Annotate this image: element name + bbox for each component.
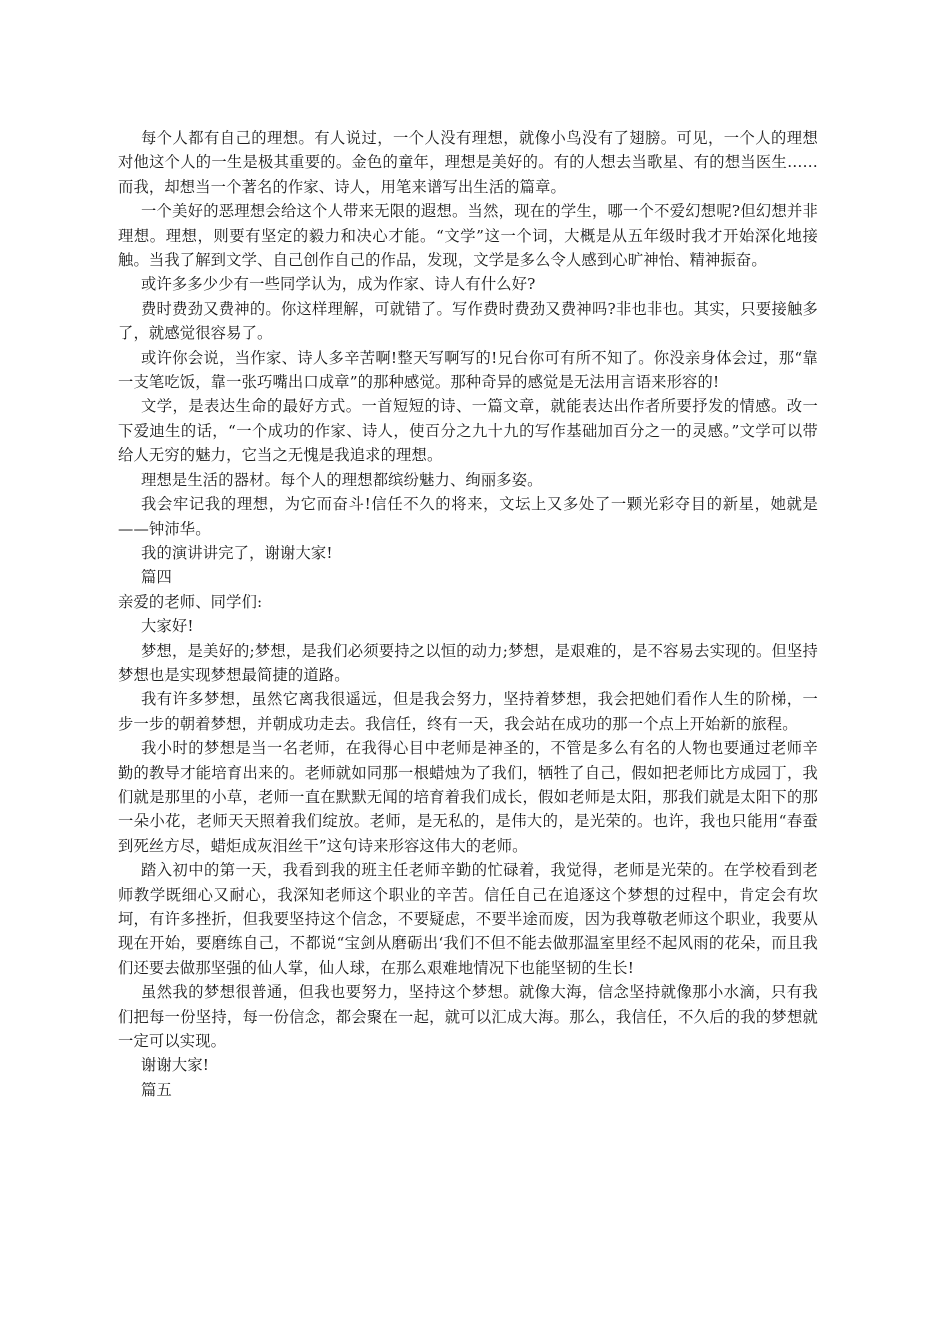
paragraph: 踏入初中的第一天，我看到我的班主任老师辛勤的忙碌着，我觉得，老师是光荣的。在学校看到老师教学既细心又耐心，我深知老师这个职业的辛苦。信任自己在追逐这个梦想的过程中，肯定会有坎坷，有许多挫折，但我要坚持这个信念，不要疑虑，不要半途而废，因为我尊敬老师这个职业，我要从现在开始，要磨练自己，不都说“宝剑从磨砺出‘我们不但不能去做那温室里经不起风雨的花朵，而且我们还要去做那坚强的仙人掌，仙人球，在那么艰难地情况下也能坚韧的生长!	[118, 861, 818, 977]
paragraph: 或许多多少少有一些同学认为，成为作家、诗人有什么好?	[141, 275, 536, 294]
paragraph: 我小时的梦想是当一名老师，在我得心目中老师是神圣的，不管是多么有名的人物也要通过老师辛勤的教导才能培育出来的。老师就如同那一根蜡烛为了我们，牺牲了自己，假如把老师比方成园丁，我们就是那里的小草，老师一直在默默无闻的培育着我们成长，假如老师是太阳，那我们就是太阳下的那一朵小花，老师天天照着我们绽放。老师，是无私的，是伟大的，是光荣的。也许，我也只能用“春蚕到死丝方尽，蜡炬成灰泪丝干”这句诗来形容这伟大的老师。	[118, 739, 818, 855]
paragraph: 我会牢记我的理想，为它而奋斗!信任不久的将来，文坛上又多处了一颗光彩夺目的新星，她就是——钟沛华。	[118, 495, 818, 538]
section-heading: 篇四	[141, 568, 172, 587]
paragraph: 每个人都有自己的理想。有人说过，一个人没有理想，就像小鸟没有了翅膀。可见，一个人的理想对他这个人的一生是极其重要的。金色的童年，理想是美好的。有的人想去当歌星、有的想当医生……而我，却想当一个著名的作家、诗人，用笔来谱写出生活的篇章。	[118, 129, 818, 196]
paragraph: 文学，是表达生命的最好方式。一首短短的诗、一篇文章，就能表达出作者所要抒发的情感。改一下爱迪生的话，“一个成功的作家、诗人，使百分之九十九的写作基础加百分之一的灵感。”文学可以带给人无穷的魅力，它当之无愧是我追求的理想。	[118, 397, 818, 465]
paragraph: 虽然我的梦想很普通，但我也要努力，坚持这个梦想。就像大海，信念坚持就像那小水滴，只有我们把每一份坚持，每一份信念，都会聚在一起，就可以汇成大海。那么，我信任，不久后的我的梦想就一定可以实现。	[118, 983, 818, 1051]
section-heading: 篇五	[141, 1080, 172, 1099]
paragraph: 一个美好的恶理想会给这个人带来无限的遐想。当然，现在的学生，哪一个不爱幻想呢?但幻想并非理想。理想，则要有坚定的毅力和决心才能。“文学”这一个词，大概是从五年级时我才开始深化地接触。当我了解到文学、自己创作自己的作品，发现，文学是多么令人感到心旷神怡、精神振奋。	[118, 202, 818, 270]
paragraph: 梦想，是美好的;梦想，是我们必须要持之以恒的动力;梦想，是艰难的，是不容易去实现的。但坚持梦想也是实现梦想最简捷的道路。	[118, 641, 818, 684]
paragraph: 或许你会说，当作家、诗人多辛苦啊!整天写啊写的!兄台你可有所不知了。你没亲身体会过，那“靠一支笔吃饭，靠一张巧嘴出口成章”的那种感觉。那种奇异的感觉是无法用言语来形容的!	[118, 348, 818, 392]
paragraph: 我有许多梦想，虽然它离我很遥远，但是我会努力，坚持着梦想，我会把她们看作人生的阶梯，一步一步的朝着梦想，并朝成功走去。我信任，终有一天，我会站在成功的那一个点上开始新的旅程。	[118, 690, 818, 733]
paragraph: 理想是生活的器材。每个人的理想都缤纷魅力、绚丽多姿。	[141, 470, 543, 489]
paragraph: 费时费劲又费神的。你这样理解，可就错了。写作费时费劲又费神吗?非也非也。其实，只要接触多了，就感觉很容易了。	[118, 299, 818, 343]
paragraph: 谢谢大家!	[141, 1056, 210, 1075]
paragraph: 我的演讲讲完了，谢谢大家!	[141, 543, 333, 562]
salutation: 亲爱的老师、同学们:	[118, 592, 263, 611]
document-body	[118, 126, 818, 1102]
greeting: 大家好!	[141, 617, 194, 636]
